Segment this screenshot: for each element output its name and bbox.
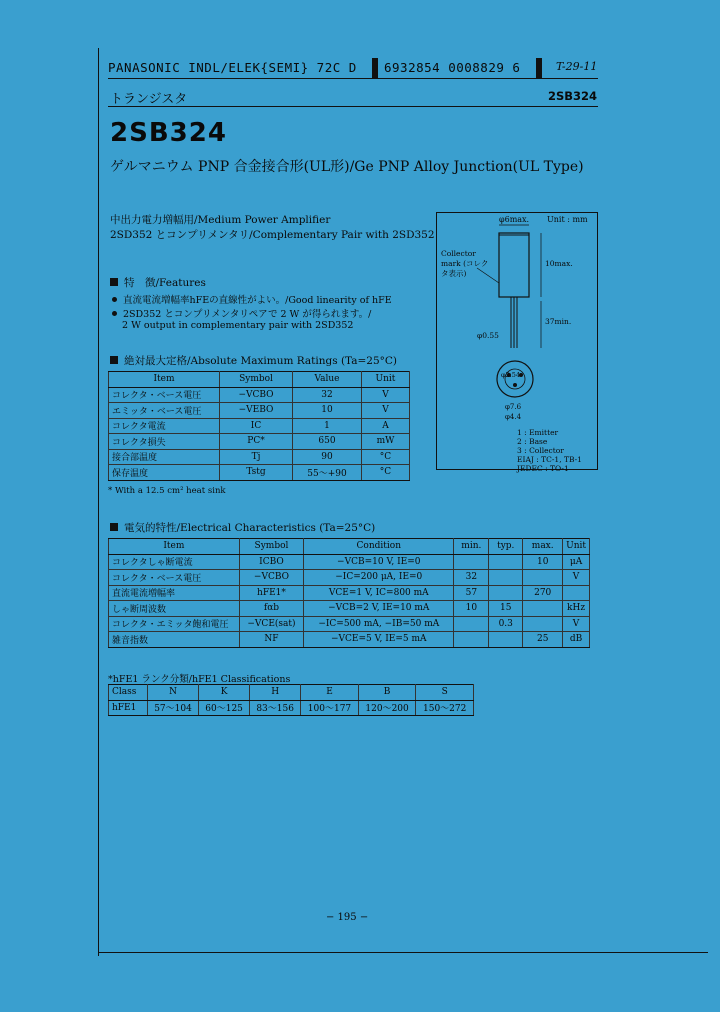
typ-cell (489, 632, 523, 648)
condition-cell: −IC=500 mA, −IB=50 mA (304, 616, 454, 632)
feature-item (112, 306, 371, 320)
symbol-cell: Tstg (220, 465, 293, 481)
value-cell: 650 (293, 434, 362, 450)
pin-dot (513, 383, 517, 387)
column-header: Unit (563, 539, 590, 555)
category-label: トランジスタ (110, 92, 188, 107)
column-header: min. (454, 539, 489, 555)
unit-cell: dB (563, 632, 590, 648)
feature-item (112, 292, 392, 306)
symbol-cell: fαb (239, 601, 303, 617)
feature-text: 2 W output in complementary pair with 2SD352 (122, 320, 354, 331)
column-header: Value (293, 372, 362, 388)
feature-text: 2SD352 とコンプリメンタリペアで 2 W が得られます。/ (123, 309, 372, 320)
features-heading (110, 275, 206, 290)
table-row (109, 403, 410, 419)
unit-cell: V (362, 403, 410, 419)
abs-max-heading (110, 353, 397, 368)
section-square-icon (110, 523, 118, 531)
abs-max-title: 絶対最大定格/Absolute Maximum Ratings (Ta=25°C) (124, 355, 398, 367)
item-cell: 保存温度 (109, 465, 220, 481)
typ-cell: 0.3 (489, 616, 523, 632)
unit-cell: V (563, 616, 590, 632)
table-header-row (109, 539, 590, 555)
item-cell: コレクタ・エミッタ飽和電圧 (109, 616, 240, 632)
table-row (109, 554, 590, 570)
table-row (109, 434, 410, 450)
class-cell: N (148, 685, 199, 701)
class-cell: S (416, 685, 474, 701)
column-header: Item (109, 539, 240, 555)
bottom-view-circle (497, 361, 533, 397)
column-header: max. (523, 539, 563, 555)
hfe-range-cell: 57〜104 (148, 700, 199, 716)
abs-max-table (108, 371, 410, 481)
column-header: typ. (489, 539, 523, 555)
hfe-class-table (108, 684, 474, 716)
typ-cell: 15 (489, 601, 523, 617)
column-header: Symbol (220, 372, 293, 388)
table-row (109, 601, 590, 617)
scan-codes (384, 60, 520, 75)
class-cell: E (301, 685, 359, 701)
hfe-range-cell: 150〜272 (416, 700, 474, 716)
max-cell: 10 (523, 554, 563, 570)
value-cell: 90 (293, 449, 362, 465)
lead-dia-label: φ0.55 (477, 331, 499, 340)
hfe-label-cell: hFE1 (109, 700, 148, 716)
hfe-range-cell: 100〜177 (301, 700, 359, 716)
max-cell (523, 616, 563, 632)
dia-label: φ6max. (499, 215, 530, 224)
application-line: 中出力電力増幅用/Medium Power Amplifier (110, 214, 331, 226)
symbol-cell: −VEBO (220, 403, 293, 419)
value-cell: 1 (293, 418, 362, 434)
max-cell (523, 570, 563, 586)
part-number-small: 2SB324 (548, 89, 598, 103)
class-cell: H (250, 685, 301, 701)
page-number: − 195 − (326, 912, 369, 923)
column-header: Unit (362, 372, 410, 388)
table-row (109, 570, 590, 586)
bullet-icon (112, 297, 117, 302)
symbol-cell: PC* (220, 434, 293, 450)
max-cell (523, 601, 563, 617)
table-header-row (109, 372, 410, 388)
unit-label: Unit : mm (547, 215, 588, 224)
features-title: 特 徴/Features (124, 277, 206, 289)
pin-list (517, 428, 582, 473)
max-cell: 270 (523, 585, 563, 601)
symbol-cell: Tj (220, 449, 293, 465)
subtitle: ゲルマニウム PNP 合金接合形(UL形)/Ge PNP Alloy Junction(UL Type) (110, 159, 584, 175)
symbol-cell: hFE1* (239, 585, 303, 601)
max-cell: 25 (523, 632, 563, 648)
symbol-cell: −VCBO (220, 387, 293, 403)
unit-cell: mW (362, 434, 410, 450)
table-row (109, 700, 474, 716)
unit-cell: V (362, 387, 410, 403)
min-cell: 10 (454, 601, 489, 617)
scan-header (108, 60, 357, 75)
symbol-cell: NF (239, 632, 303, 648)
min-cell (454, 554, 489, 570)
table-row (109, 585, 590, 601)
typ-cell (489, 554, 523, 570)
value-cell: 10 (293, 403, 362, 419)
item-cell: コレクタしゃ断電流 (109, 554, 240, 570)
page-title: 2SB324 (110, 118, 227, 148)
symbol-cell: −VCE(sat) (239, 616, 303, 632)
min-cell (454, 616, 489, 632)
bullet-icon (112, 311, 117, 316)
typ-cell (489, 585, 523, 601)
abs-max-footnote: * With a 12.5 cm² heat sink (108, 486, 226, 496)
symbol-cell: IC (220, 418, 293, 434)
feature-text: 直流電流増幅率hFEの直線性がよい。/Good linearity of hFE (123, 295, 392, 306)
can-body (499, 233, 529, 297)
handwritten-note: T-29-11 (556, 60, 598, 73)
class-cell: K (199, 685, 250, 701)
outer-dia-label: φ4.4 (505, 413, 522, 421)
item-cell: コレクタ損失 (109, 434, 220, 450)
table-header-row (109, 685, 474, 701)
class-label-cell: Class (109, 685, 148, 701)
item-cell: コレクタ・ベース電圧 (109, 387, 220, 403)
header-block-mark (372, 58, 378, 78)
hfe-range-cell: 60〜125 (199, 700, 250, 716)
condition-cell: −VCB=2 V, IE=10 mA (304, 601, 454, 617)
symbol-cell: ICBO (239, 554, 303, 570)
section-square-icon (110, 356, 118, 364)
bottom-frame-line (98, 952, 708, 953)
pin-label: 3 : Collector (517, 446, 564, 455)
category-rule (108, 106, 598, 107)
item-cell: エミッタ・ベース電圧 (109, 403, 220, 419)
elec-title: 電気的特性/Electrical Characteristics (Ta=25°C) (124, 522, 376, 534)
symbol-cell: −VCBO (239, 570, 303, 586)
unit-cell: °C (362, 449, 410, 465)
item-cell: 接合部温度 (109, 449, 220, 465)
item-cell: 雑音指数 (109, 632, 240, 648)
elec-table (108, 538, 590, 648)
typ-cell (489, 570, 523, 586)
table-row (109, 387, 410, 403)
pin-circle-label: φ2.54 (501, 371, 521, 379)
column-header: Condition (304, 539, 454, 555)
condition-cell: −IC=200 μA, IE=0 (304, 570, 454, 586)
header-rule (108, 78, 598, 79)
section-square-icon (110, 278, 118, 286)
feature-item-continued (122, 320, 353, 331)
condition-cell: −VCE=5 V, IE=5 mA (304, 632, 454, 648)
condition-cell: −VCB=10 V, IE=0 (304, 554, 454, 570)
package-outline-box (436, 212, 598, 473)
eiaj-label: EIAJ : TC-1, TB-1 (517, 455, 582, 464)
table-row (109, 632, 590, 648)
item-cell: コレクタ電流 (109, 418, 220, 434)
min-cell (454, 632, 489, 648)
left-frame-line (98, 48, 99, 956)
table-row (109, 616, 590, 632)
header-block-mark-2 (536, 58, 542, 78)
scan-header-text: PANASONIC INDL/ELEK{SEMI} 72C D (108, 60, 357, 75)
condition-cell: VCE=1 V, IC=800 mA (304, 585, 454, 601)
complementary-line: 2SD352 とコンプリメンタリ/Complementary Pair with 2SD352 (110, 229, 435, 241)
table-row (109, 449, 410, 465)
hfe-range-cell: 83〜156 (250, 700, 301, 716)
value-cell: 32 (293, 387, 362, 403)
class-cell: B (358, 685, 416, 701)
table-row (109, 418, 410, 434)
unit-cell: V (563, 570, 590, 586)
jedec-label: JEDEC : TO-1 (517, 464, 569, 473)
lead-length-label: 37min. (545, 317, 572, 326)
hfe-title: *hFE1 ランク分類/hFE1 Classifications (108, 674, 291, 685)
unit-cell: °C (362, 465, 410, 481)
unit-cell (563, 585, 590, 601)
pin-label: 1 : Emitter (517, 428, 559, 437)
scan-codes-text: 6932854 0008829 6 (384, 60, 521, 75)
column-header: Symbol (239, 539, 303, 555)
hfe-range-cell: 120〜200 (358, 700, 416, 716)
unit-cell: μA (563, 554, 590, 570)
unit-cell: kHz (563, 601, 590, 617)
item-cell: しゃ断周波数 (109, 601, 240, 617)
pin-spacing-label: φ7.6 (505, 403, 522, 411)
height-label: 10max. (545, 259, 573, 268)
pin-label: 2 : Base (517, 437, 548, 446)
collector-mark-label: Collector mark (コレクタ表示) (441, 249, 489, 278)
min-cell: 32 (454, 570, 489, 586)
item-cell: コレクタ・ベース電圧 (109, 570, 240, 586)
min-cell: 57 (454, 585, 489, 601)
item-cell: 直流電流増幅率 (109, 585, 240, 601)
value-cell: 55〜+90 (293, 465, 362, 481)
table-row (109, 465, 410, 481)
unit-cell: A (362, 418, 410, 434)
column-header: Item (109, 372, 220, 388)
elec-heading (110, 520, 375, 535)
